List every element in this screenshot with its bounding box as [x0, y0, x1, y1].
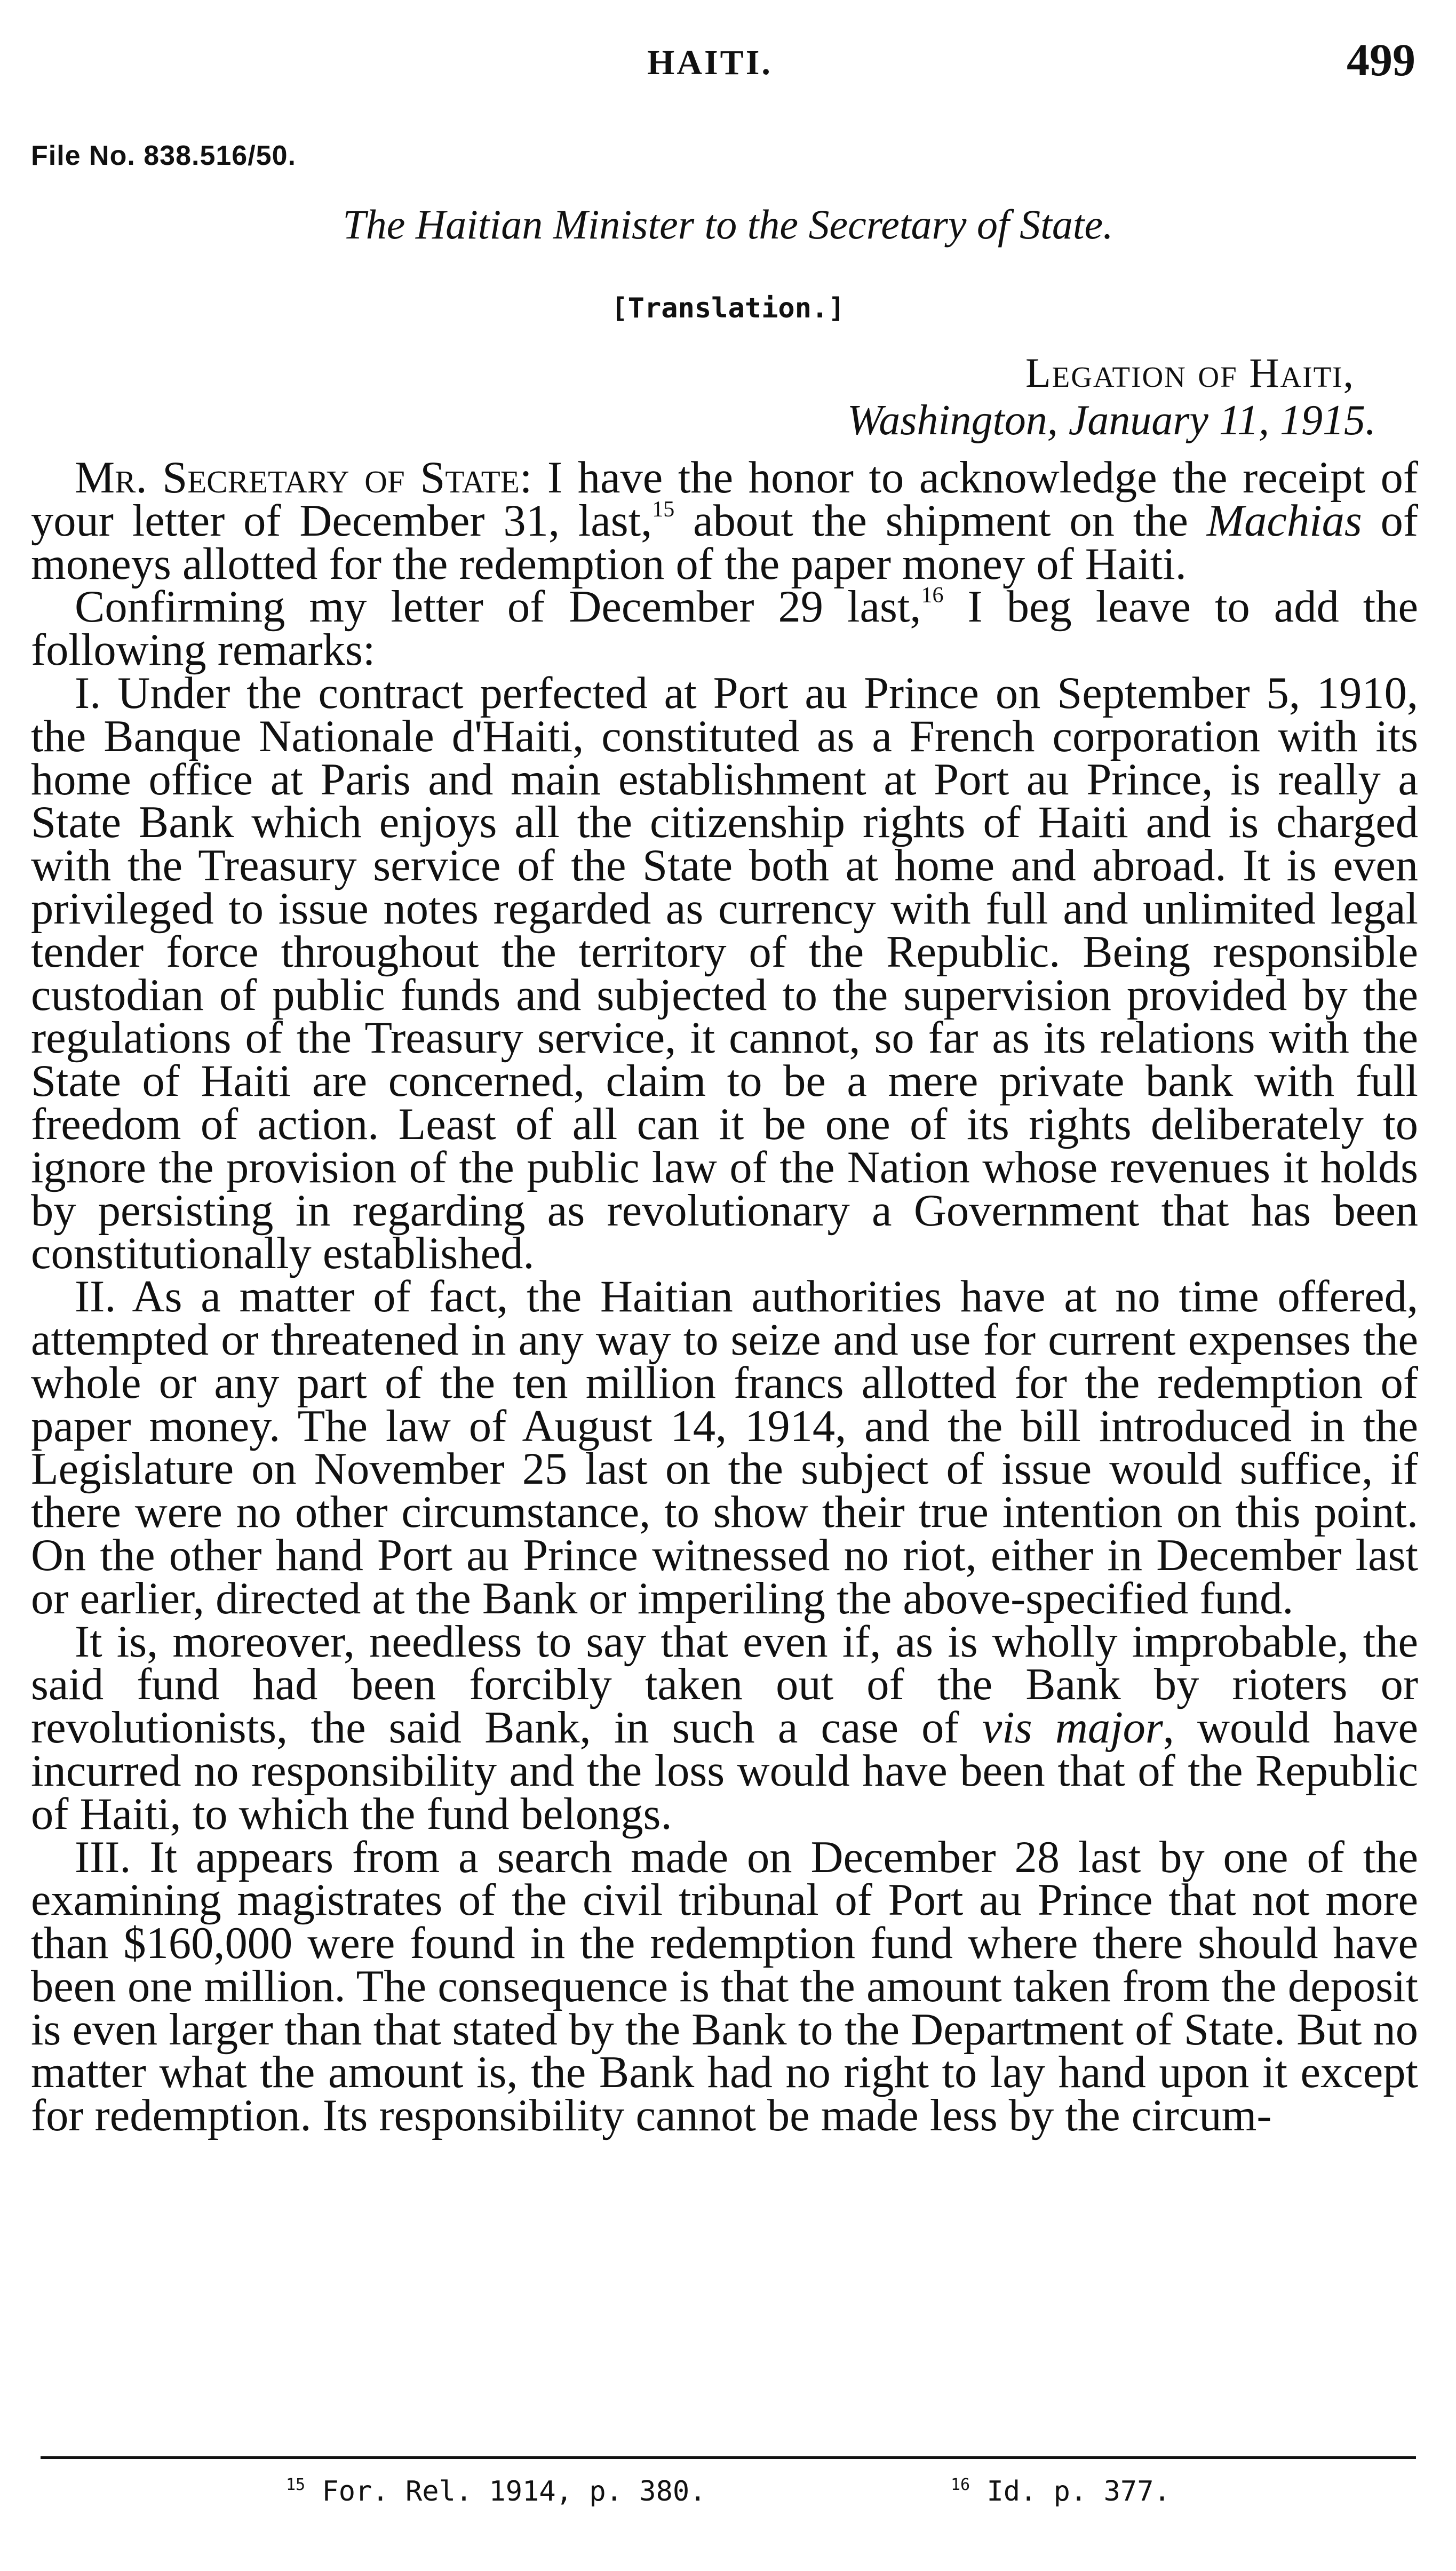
legation-line: Legation of Haiti, [1025, 349, 1355, 396]
paragraph-2 [31, 582, 1418, 675]
footnote-ref-15: 15 [652, 497, 675, 522]
footnote-ref-16: 16 [921, 583, 944, 608]
salutation: Mr. Secretary of State [75, 453, 520, 503]
translation-note: [Translation.] [611, 292, 845, 324]
latin-phrase: vis major [982, 1703, 1163, 1753]
paragraph-1-text-b: about the shipment on the [674, 496, 1207, 546]
paragraph-5 [31, 1617, 1418, 1839]
footnote-rule [41, 2456, 1416, 2459]
paragraph-6: III. It appears from a search made on December 28 last by one of the examining magistrates of the civil tribunal of Port au Prince that not more than $160,000 were found in the redemption fund where there should have been one million. The consequence is that the amount taken from the deposit is even larger than that stated by the Bank to the Department of State. But no matter what the amount is, the Bank had no right to lay hand upon it except for redemption. Its responsibility cannot be made less by the circum- [31, 1832, 1418, 2141]
file-number: File No. 838.516/50. [31, 140, 296, 171]
running-head [0, 33, 1456, 85]
running-title: HAITI. [647, 43, 773, 82]
paragraph-1-text-c: of moneys allotted for the redemption of the paper money of Haiti. [31, 496, 1418, 589]
footnote-16-text: Id. p. 377. [986, 2476, 1171, 2508]
paragraph-5-text-a: It is, moreover, needless to say that even if, as is wholly improbable, the said fund had been forcibly taken out of the Bank by rioters or revolutionists, the said Bank, in such a case of [31, 1617, 1418, 1753]
paragraph-1-text-a: : I have the honor to acknowledge the receipt of your letter of December 31, last, [31, 453, 1418, 546]
footnote-16 [951, 2476, 1171, 2508]
paragraph-5-text-b: , would have incurred no responsibility and the loss would have been that of the Republic of Haiti, to which the fund belongs. [31, 1703, 1418, 1839]
ship-name: Machias [1206, 496, 1362, 546]
footnote-15-text: For. Rel. 1914, p. 380. [322, 2476, 706, 2508]
dateline-date: January 11 [1068, 397, 1259, 444]
dateline-year: 1915. [1280, 397, 1376, 444]
paragraph-1 [31, 453, 1418, 589]
letter-dateline-block [847, 350, 1376, 445]
letter-body [31, 453, 1418, 2141]
paragraph-4: II. As a matter of fact, the Haitian authorities have at no time offered, attempted or threatened in any way to seize and use for current expenses the whole or any part of the ten million francs allotted for the redemption of paper money. The law of August 14, 1914, and the bill introduced in the Legislature on November 25 last on the subject of issue would suffice, if there were no other circumstance, to show their true intention on this point. On the other hand Port au Prince witnessed no riot, either in December last or earlier, directed at the Bank or imperiling the above-specified fund. [31, 1272, 1418, 1623]
dateline-place: Washington [847, 397, 1047, 444]
paragraph-3: I. Under the contract perfected at Port au Prince on September 5, 1910, the Banque Nationale d'Haiti, constituted as a French corporation with its home office at Paris and main establishment at Port au Prince, is really a State Bank which enjoys all the citizenship rights of Haiti and is charged with the Treasury service of the State both at home and abroad. It is even privileged to issue notes regarded as currency with full and unlimited legal tender force throughout the territory of the Republic. Being responsible custodian of public funds and subjected to the supervision provided by the regulations of the Treasury service, it cannot, so far as its relations with the State of Haiti are concerned, claim to be a mere private bank with full freedom of action. Least of all can it be one of its rights deliberately to ignore the provision of the public law of the Nation whose revenues it holds by persisting in regarding as revolutionary a Government that has been constitutionally established. [31, 668, 1418, 1279]
page-number: 499 [1347, 34, 1415, 85]
dateline: Washington, January 11, 1915. [847, 397, 1376, 444]
footnote-16-mark: 16 [951, 2476, 970, 2494]
paragraph-2-text-b: I beg leave to add the following remarks: [31, 582, 1418, 675]
footnote-15-mark: 15 [286, 2476, 306, 2494]
paragraph-2-text-a: Confirming my letter of December 29 last, [75, 582, 921, 632]
document-heading: The Haitian Minister to the Secretary of State. [343, 201, 1113, 248]
footnote-15 [286, 2476, 706, 2508]
